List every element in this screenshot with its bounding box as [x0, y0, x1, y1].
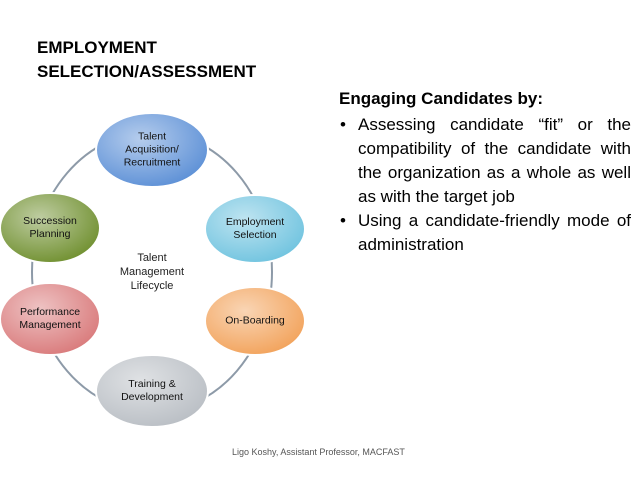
node-label-line: Training &	[128, 378, 176, 390]
bullet-item: • Assessing candidate “fit” or the compatibility of the candidate with the organization as a whole as well as with the target job	[339, 113, 631, 209]
node-label-line: Performance	[19, 306, 81, 318]
node-label-line: Planning	[29, 228, 71, 240]
slide-title	[37, 36, 256, 84]
talent-acquisition-label	[124, 131, 181, 170]
node-label-line: Recruitment	[123, 156, 181, 169]
training-development-label	[121, 378, 183, 404]
center-line-3: Lifecycle	[130, 280, 174, 292]
center-line-2: Management	[119, 266, 185, 278]
employment-selection-label	[226, 216, 284, 242]
node-label-line: Management	[19, 319, 81, 331]
center-line-1: Talent	[137, 252, 167, 264]
node-label-line: On-Boarding	[225, 314, 285, 327]
content-panel	[339, 88, 631, 257]
node-label-line: Employment	[225, 216, 285, 228]
bullet-item: • Using a candidate-friendly mode of administration	[339, 209, 631, 257]
node-label-line: Selection	[233, 229, 277, 241]
slide-title-line-1: EMPLOYMENT	[37, 38, 157, 57]
succession-planning-label	[23, 215, 77, 241]
node-label-line: Development	[121, 391, 183, 403]
diagram-center-label	[120, 251, 184, 293]
performance-management-label	[19, 306, 80, 332]
bullet-list	[339, 113, 631, 257]
talent-lifecycle-diagram	[0, 100, 320, 445]
content-heading: Engaging Candidates by:	[339, 89, 544, 108]
node-label-line: Succession	[23, 215, 77, 227]
on-boarding-label	[225, 315, 285, 328]
slide-footer: Ligo Koshy, Assistant Professor, MACFAST	[232, 447, 405, 457]
slide-title-line-2: SELECTION/ASSESSMENT	[37, 62, 257, 81]
node-label-line: Acquisition/	[125, 143, 179, 156]
node-label-line: Talent	[137, 130, 167, 143]
